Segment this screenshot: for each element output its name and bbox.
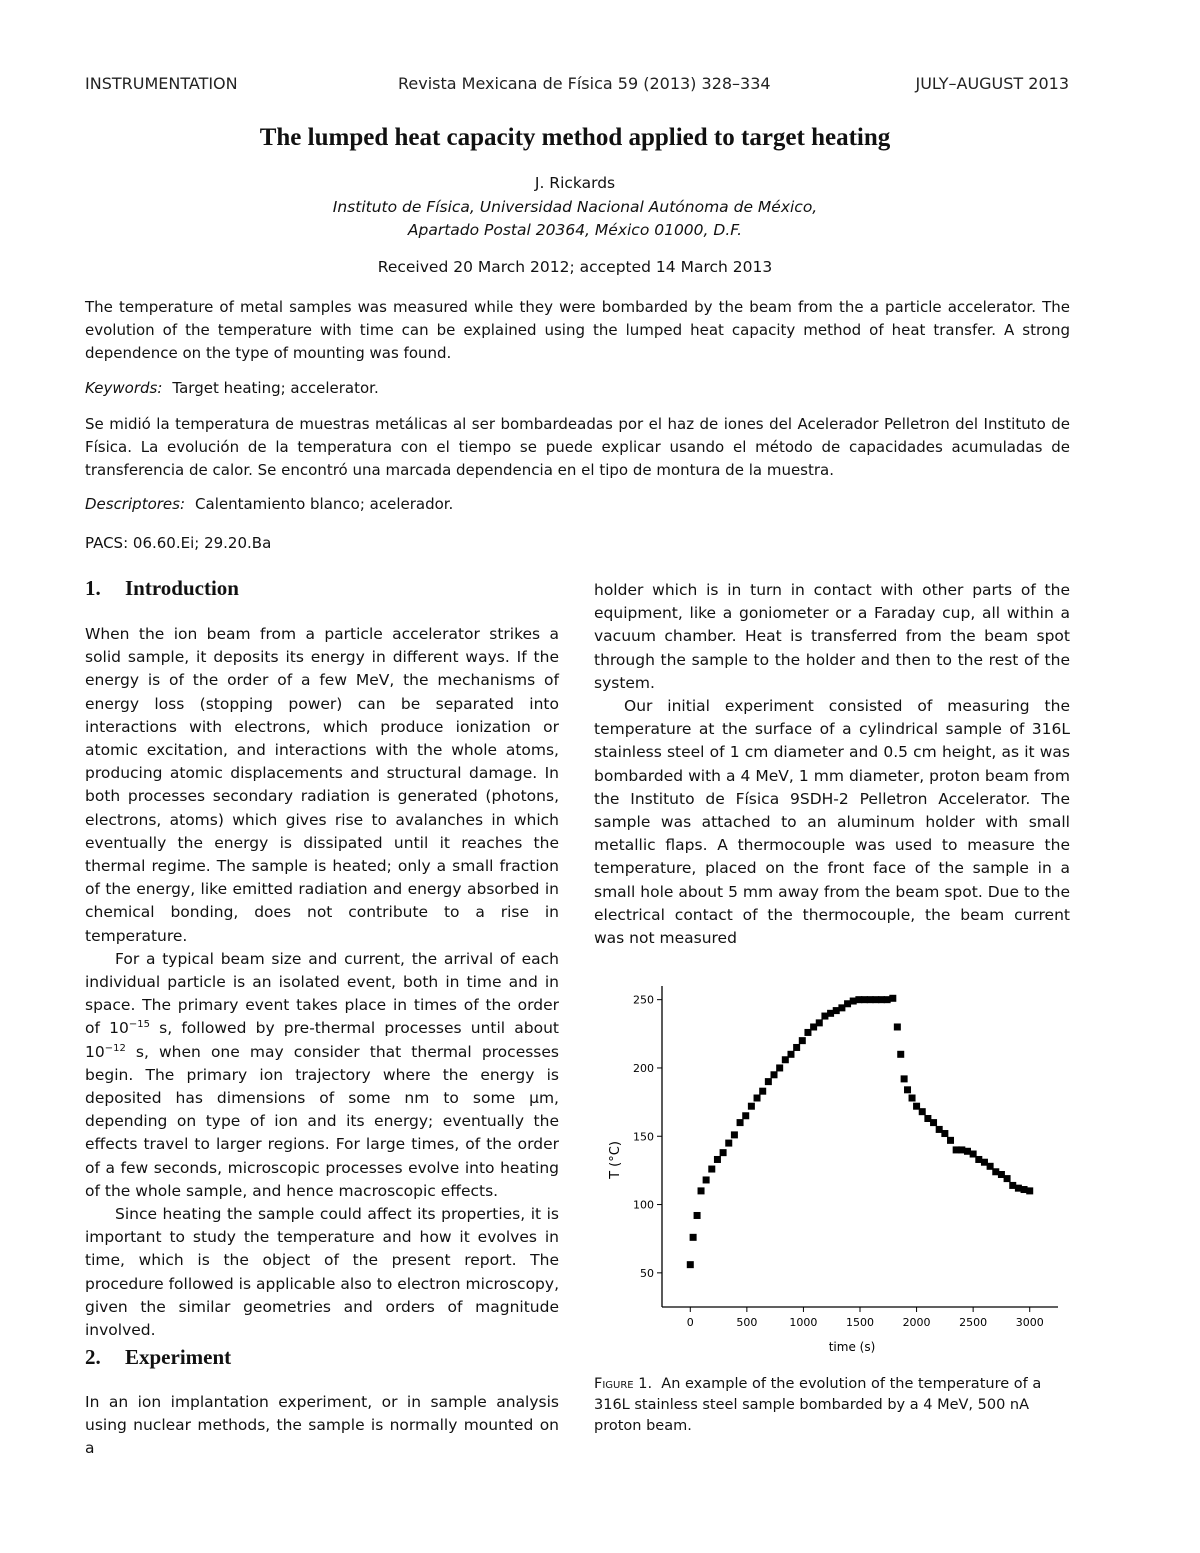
- y-tick-label: 100: [633, 1198, 654, 1212]
- exponent-1: −15: [128, 1019, 150, 1031]
- data-point: [909, 1095, 916, 1102]
- x-tick-label: 500: [736, 1316, 758, 1329]
- data-point: [708, 1166, 715, 1173]
- data-point: [941, 1130, 948, 1137]
- x-tick-label: 2500: [959, 1316, 988, 1329]
- figure-1-chart: [600, 980, 1070, 1360]
- intro-paragraph-3: Since heating the sample could affect its properties, it is important to study the temperature and how it evolves in time, which is the object of the present report. The procedure followed is applicable also to electron microscopy, given the similar geometries and orders of magnitude involved.: [85, 1205, 559, 1340]
- data-point: [799, 1037, 806, 1044]
- data-point: [748, 1103, 755, 1110]
- pacs: PACS: 06.60.Ei; 29.20.Ba: [85, 534, 272, 552]
- experiment-paragraph-1: In an ion implantation experiment, or in sample analysis using nuclear methods, the sample is normally mounted on a: [85, 1393, 559, 1458]
- data-point: [754, 1095, 761, 1102]
- intro-p2-part-b: s, followed by pre-thermal processes until about 10: [85, 1019, 560, 1061]
- received-date: Received 20 March 2012; accepted 14 March 2013: [377, 258, 773, 276]
- caption-text: An example of the evolution of the temperature of a 316L stainless steel sample bombarded by a 4 MeV, 500 nA proton beam.: [594, 1376, 1042, 1434]
- y-tick-label: 50: [640, 1266, 654, 1280]
- x-tick-label: 3000: [1015, 1316, 1044, 1329]
- x-tick-label: 0: [686, 1316, 694, 1329]
- y-axis-label: T (°C): [608, 1141, 623, 1179]
- x-ticks: [687, 1307, 1044, 1329]
- data-point: [759, 1088, 766, 1095]
- intro-paragraph-1: When the ion beam from a particle accelerator strikes a solid sample, it deposits its energy in different ways. If the energy is of the order of a few MeV, the mechanisms of energy loss (stopping power) can be separated into interactions with electrons, which produce ionization or atomic excitation, and interactions with the whole atoms, producing atomic displacements and structural damage. In both processes secondary radiation is generated (photons, electrons, atoms) which gives rise to avalanches in which eventually the energy is dissipated until it reaches the thermal regime. The sample is heated; only a small fraction of the energy, like emitted radiation and energy absorbed in chemical bonding, does not contribute to a rise in temperature.: [85, 625, 559, 945]
- data-point: [765, 1078, 772, 1085]
- author: J. Rickards: [534, 174, 616, 192]
- caption-label: Figure 1.: [594, 1376, 653, 1392]
- section-2-number: 2.: [85, 1345, 101, 1369]
- intro-p2-part-c: s, when one may consider that thermal processes begin. The primary ion trajectory where the energy is deposited has dimensions of some nm to some μm, depending on type of ion and its energy; eventually the effects travel to larger regions. For large times, of the order of a few seconds, microscopic processes evolve into heating of the whole sample, and hence macroscopic effects.: [85, 1042, 559, 1200]
- data-point: [694, 1212, 701, 1219]
- data-point: [897, 1051, 904, 1058]
- data-point: [947, 1137, 954, 1144]
- descriptores: [85, 493, 1070, 516]
- right-paragraph-1: holder which is in turn in contact with other parts of the equipment, like a goniometer or a Faraday cup, all within a vacuum chamber. Heat is transferred from the beam spot through the sample to the holder and then to the rest of the system.: [594, 581, 1070, 692]
- data-point: [725, 1140, 732, 1147]
- x-axis-label: time (s): [828, 1340, 876, 1354]
- data-point: [901, 1075, 908, 1082]
- data-point: [776, 1064, 783, 1071]
- data-point: [1026, 1187, 1033, 1194]
- data-point: [742, 1112, 749, 1119]
- y-tick-label: 200: [633, 1061, 654, 1075]
- data-point: [698, 1187, 705, 1194]
- data-point: [714, 1156, 721, 1163]
- data-point: [894, 1023, 901, 1030]
- data-point: [731, 1131, 738, 1138]
- data-point: [1004, 1175, 1011, 1182]
- running-header-date: JULY–AUGUST 2013: [915, 74, 1069, 93]
- keywords-label: Keywords:: [85, 379, 163, 397]
- data-point: [889, 995, 896, 1002]
- exponent-2: −12: [104, 1042, 126, 1054]
- keywords-text: Target heating; accelerator.: [172, 379, 379, 397]
- running-header-section: INSTRUMENTATION: [85, 74, 238, 93]
- data-point: [787, 1051, 794, 1058]
- keywords: [85, 377, 1070, 400]
- data-point: [690, 1234, 697, 1241]
- data-point: [793, 1044, 800, 1051]
- data-point: [904, 1086, 911, 1093]
- section-1-number: 1.: [85, 576, 101, 600]
- right-paragraph-2: Our initial experiment consisted of measuring the temperature at the surface of a cylindrical sample of 316L stainless steel of 1 cm diameter and 0.5 cm height, as it was bombarded with a 4 MeV, 1 mm diameter, proton beam from the Instituto de Física 9SDH-2 Pelletron Accelerator. The sample was attached to an aluminum holder with small metallic flaps. A thermocouple was used to measure the temperature, placed on the front face of the sample in a small hole about 5 mm away from the beam spot. Due to the electrical contact of the thermocouple, the beam current was not measured: [594, 697, 1070, 948]
- data-point: [816, 1019, 823, 1026]
- affiliation-line-1: Instituto de Física, Universidad Nacional Autónoma de México,: [332, 198, 818, 216]
- right-column-body: [594, 579, 1070, 950]
- running-header-journal: Revista Mexicana de Física 59 (2013) 328–334: [398, 74, 771, 93]
- resumen: Se midió la temperatura de muestras metálicas al ser bombardeadas por el haz de iones del Acelerador Pelletron del Instituto de Física. La evolución de la temperatura con el tiempo se puede explicar usando el método de capacidades acumuladas de transferencia de calor. Se encontró una marcada dependencia en el tipo de montura de la muestra.: [85, 415, 1070, 479]
- data-point: [930, 1119, 937, 1126]
- y-tick-label: 150: [633, 1130, 654, 1144]
- section-1-title: Introduction: [125, 576, 239, 600]
- paper-title: The lumped heat capacity method applied to target heating: [259, 124, 891, 151]
- abstract: The temperature of metal samples was measured while they were bombarded by the beam from the a particle accelerator. The evolution of the temperature with time can be explained using the lumped heat capacity method of heat transfer. A strong dependence on the type of mounting was found.: [85, 298, 1070, 362]
- data-point: [919, 1108, 926, 1115]
- data-point: [720, 1149, 727, 1156]
- x-tick-label: 1500: [846, 1316, 874, 1329]
- section-2-heading: [85, 1345, 231, 1370]
- x-tick-label: 1000: [789, 1316, 818, 1329]
- affiliation-line-2: Apartado Postal 20364, México 01000, D.F.: [407, 221, 743, 239]
- experiment-body: [85, 1391, 559, 1461]
- data-point: [737, 1119, 744, 1126]
- intro-p2-part-a: For a typical beam size and current, the arrival of each individual particle is an isolated event, both in time and in space. The primary event takes place in times of the order of 10: [85, 949, 559, 1038]
- figure-1-caption: [594, 1374, 1070, 1437]
- data-points: [687, 995, 1033, 1268]
- y-tick-label: 250: [633, 993, 654, 1007]
- data-point: [687, 1261, 694, 1268]
- section-1-heading: [85, 576, 239, 601]
- data-point: [771, 1071, 778, 1078]
- intro-paragraph-2: [85, 948, 559, 1203]
- y-ticks: [633, 994, 662, 1280]
- data-point: [703, 1176, 710, 1183]
- chart-axes: [662, 986, 1058, 1307]
- descriptores-label: Descriptores:: [85, 495, 186, 513]
- introduction-body: [85, 623, 559, 1342]
- descriptores-text: Calentamiento blanco; acelerador.: [195, 495, 454, 513]
- x-tick-label: 2000: [902, 1316, 931, 1329]
- section-2-title: Experiment: [125, 1345, 232, 1369]
